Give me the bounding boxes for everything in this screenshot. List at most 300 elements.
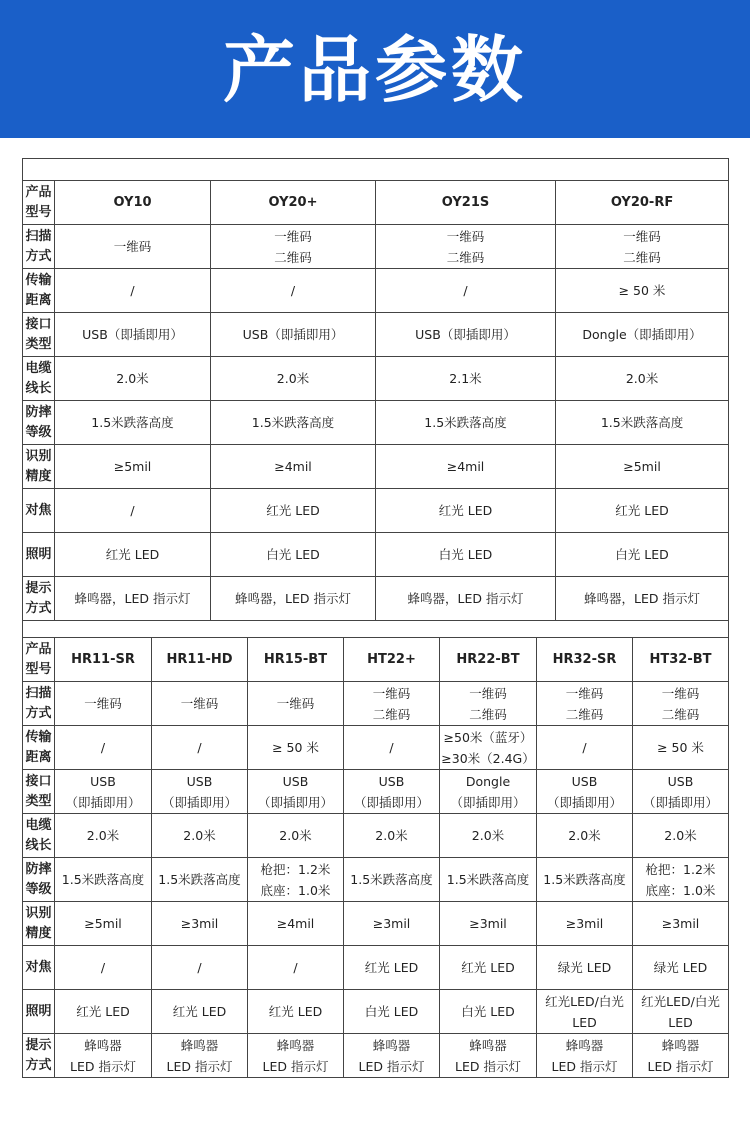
row-header-line: 照明 bbox=[25, 1003, 52, 1019]
row-header bbox=[23, 814, 55, 858]
spec-value-cell bbox=[55, 577, 211, 621]
row-header-line: 距离 bbox=[25, 292, 52, 308]
table-row bbox=[23, 946, 729, 990]
cell-text-line: 蜂鸣器，LED 指示灯 bbox=[407, 591, 524, 606]
row-header bbox=[23, 313, 55, 357]
spec-value-cell bbox=[440, 682, 537, 726]
cell-text-line: USB（即插即用） bbox=[242, 327, 344, 342]
cell-text-line: USB bbox=[186, 773, 213, 789]
cell-text-line: LED 指示灯 bbox=[70, 1058, 136, 1074]
spec-value-cell bbox=[440, 990, 537, 1034]
spec-value-cell bbox=[633, 990, 729, 1034]
spec-value-cell bbox=[376, 577, 556, 621]
cell-text-line: 红光 LED bbox=[461, 960, 515, 975]
model-name-cell bbox=[556, 181, 729, 225]
spec-table-oy-series bbox=[22, 158, 729, 641]
row-header-line: 线长 bbox=[25, 380, 52, 396]
spec-value-cell bbox=[440, 902, 537, 946]
cell-text-line: 蜂鸣器，LED 指示灯 bbox=[235, 591, 351, 606]
spec-value-cell bbox=[537, 726, 633, 770]
row-header bbox=[23, 726, 55, 770]
spec-value-cell bbox=[211, 489, 376, 533]
spec-value-cell bbox=[55, 814, 152, 858]
spec-value-cell bbox=[55, 990, 152, 1034]
spec-value-cell bbox=[152, 990, 248, 1034]
spec-value-cell bbox=[440, 946, 537, 990]
cell-text-line: 蜂鸣器 bbox=[661, 1037, 700, 1053]
spec-value-cell bbox=[376, 445, 556, 489]
row-header-line: 提示 bbox=[25, 1037, 52, 1053]
cell-text-line: 2.0米 bbox=[625, 371, 659, 386]
cell-text-line: 1.5米跌落高度 bbox=[158, 872, 241, 887]
row-header bbox=[23, 858, 55, 902]
spec-value-cell bbox=[211, 313, 376, 357]
spec-value-cell bbox=[556, 357, 729, 401]
spec-value-cell bbox=[211, 269, 376, 313]
spec-value-cell bbox=[537, 990, 633, 1034]
spec-value-cell bbox=[556, 533, 729, 577]
spec-value-cell bbox=[537, 946, 633, 990]
row-header-line: 提示 bbox=[25, 580, 52, 596]
cell-text-line: OY20+ bbox=[268, 195, 318, 210]
row-header bbox=[23, 269, 55, 313]
cell-text-line: LED 指示灯 bbox=[166, 1058, 233, 1074]
cell-text-line: LED bbox=[668, 1014, 693, 1030]
cell-text-line: / bbox=[100, 960, 106, 975]
cell-text-line: ≥4mil bbox=[446, 459, 485, 474]
row-header bbox=[23, 682, 55, 726]
row-header-line: 电缆 bbox=[25, 817, 52, 833]
spec-value-cell bbox=[55, 902, 152, 946]
cell-text-line: 2.0米 bbox=[116, 371, 149, 386]
spec-value-cell bbox=[344, 682, 440, 726]
cell-text-line: USB（即插即用） bbox=[82, 327, 183, 342]
cell-text-line: HR15-BT bbox=[263, 652, 328, 667]
row-header bbox=[23, 990, 55, 1034]
spec-value-cell bbox=[633, 1034, 729, 1078]
spec-value-cell bbox=[440, 814, 537, 858]
cell-text-line: / bbox=[100, 740, 106, 755]
cell-text-line: 1.5米跌落高度 bbox=[91, 415, 174, 430]
row-header-line: 型号 bbox=[25, 661, 52, 677]
table-row bbox=[23, 445, 729, 489]
row-header-line: 精度 bbox=[25, 468, 52, 484]
cell-text-line: Dongle（即插即用） bbox=[582, 327, 702, 342]
table-row bbox=[23, 858, 729, 902]
row-header-line: 方式 bbox=[25, 1057, 52, 1073]
spec-value-cell bbox=[376, 357, 556, 401]
spec-value-cell bbox=[211, 445, 376, 489]
cell-text-line: ≥ 50 米 bbox=[657, 740, 704, 755]
spec-value-cell bbox=[55, 858, 152, 902]
cell-text-line: 二维码 bbox=[623, 249, 661, 265]
spec-value-cell bbox=[633, 814, 729, 858]
model-name-cell bbox=[211, 181, 376, 225]
table-row bbox=[23, 533, 729, 577]
row-header-line: 精度 bbox=[25, 925, 52, 941]
cell-text-line: HR11-SR bbox=[71, 652, 135, 667]
model-name-cell bbox=[152, 638, 248, 682]
cell-text-line: 二维码 bbox=[469, 706, 507, 722]
row-header bbox=[23, 489, 55, 533]
spec-value-cell bbox=[248, 990, 344, 1034]
table-row bbox=[23, 313, 729, 357]
cell-text-line: 2.0米 bbox=[279, 828, 312, 843]
cell-text-line: 蜂鸣器 bbox=[84, 1037, 122, 1053]
spec-value-cell bbox=[440, 858, 537, 902]
row-header-line: 产品 bbox=[25, 641, 52, 657]
cell-text-line: 红光 LED bbox=[268, 1004, 323, 1019]
spec-value-cell bbox=[55, 946, 152, 990]
cell-text-line: USB bbox=[282, 773, 309, 789]
row-header-line: 类型 bbox=[25, 336, 52, 352]
cell-text-line: / bbox=[582, 740, 587, 755]
cell-text-line: USB（即插即用） bbox=[415, 327, 516, 342]
cell-text-line: / bbox=[389, 740, 394, 755]
cell-text-line: （即插即用） bbox=[450, 794, 526, 810]
spec-value-cell bbox=[55, 1034, 152, 1078]
spec-value-cell bbox=[152, 946, 248, 990]
cell-text-line: 2.0米 bbox=[276, 371, 310, 386]
row-header-line: 对焦 bbox=[25, 959, 52, 975]
row-header-line: 等级 bbox=[25, 424, 52, 440]
cell-text-line: 蜂鸣器 bbox=[180, 1037, 219, 1053]
cell-text-line: LED 指示灯 bbox=[262, 1058, 329, 1074]
spec-value-cell bbox=[633, 726, 729, 770]
cell-text-line: 一维码 bbox=[113, 239, 152, 254]
row-header-line: 等级 bbox=[25, 881, 52, 897]
cell-text-line: 红光LED/白光 bbox=[641, 993, 720, 1009]
row-header-line: 识别 bbox=[25, 448, 52, 464]
cell-text-line: ≥4mil bbox=[276, 916, 315, 931]
row-header-line: 型号 bbox=[25, 204, 52, 220]
cell-text-line: 2.0米 bbox=[471, 828, 505, 843]
cell-text-line: 1.5米跌落高度 bbox=[600, 415, 684, 430]
cell-text-line: 2.0米 bbox=[568, 828, 601, 843]
table-row bbox=[23, 181, 729, 225]
spec-value-cell bbox=[556, 401, 729, 445]
spec-value-cell bbox=[556, 489, 729, 533]
cell-text-line: 蜂鸣器 bbox=[276, 1037, 315, 1053]
row-header bbox=[23, 902, 55, 946]
row-header-line: 传输 bbox=[25, 729, 52, 745]
cell-text-line: OY21S bbox=[441, 195, 490, 210]
spec-value-cell bbox=[248, 946, 344, 990]
spec-value-cell bbox=[211, 357, 376, 401]
cell-text-line: 一维码 bbox=[276, 696, 315, 711]
cell-text-line: 红光LED/白光 bbox=[545, 993, 624, 1009]
cell-text-line: ≥5mil bbox=[84, 916, 122, 931]
cell-text-line: （即插即用） bbox=[65, 794, 141, 810]
spec-value-cell bbox=[633, 858, 729, 902]
cell-text-line: 蜂鸣器，LED 指示灯 bbox=[74, 591, 191, 606]
spec-value-cell bbox=[55, 357, 211, 401]
row-header bbox=[23, 181, 55, 225]
spec-value-cell bbox=[344, 814, 440, 858]
cell-text-line: LED bbox=[572, 1014, 597, 1030]
spec-value-cell bbox=[55, 313, 211, 357]
row-header-line: 扫描 bbox=[25, 228, 52, 244]
cell-text-line: USB bbox=[667, 773, 694, 789]
table-row bbox=[23, 357, 729, 401]
model-name-cell bbox=[633, 638, 729, 682]
cell-text-line: Dongle bbox=[465, 773, 511, 789]
cell-text-line: 白光 LED bbox=[461, 1004, 515, 1019]
cell-text-line: 一维码 bbox=[661, 685, 700, 701]
row-header-line: 接口 bbox=[25, 316, 52, 332]
spec-value-cell bbox=[248, 814, 344, 858]
spec-value-cell bbox=[537, 682, 633, 726]
cell-text-line: OY20-RF bbox=[610, 195, 674, 210]
table-row bbox=[23, 726, 729, 770]
row-header bbox=[23, 946, 55, 990]
cell-text-line: USB bbox=[90, 773, 116, 789]
spec-value-cell bbox=[376, 533, 556, 577]
cell-text-line: （即插即用） bbox=[353, 794, 429, 810]
page-title: 产品参数 bbox=[222, 28, 527, 112]
cell-text-line: HR22-BT bbox=[456, 652, 520, 667]
cell-text-line: OY10 bbox=[113, 195, 152, 210]
spec-value-cell bbox=[248, 1034, 344, 1078]
row-header-line: 防摔 bbox=[25, 861, 52, 877]
cell-text-line: （即插即用） bbox=[161, 794, 237, 810]
cell-text-line: HT22+ bbox=[367, 652, 416, 667]
spec-value-cell bbox=[376, 313, 556, 357]
spec-value-cell bbox=[55, 401, 211, 445]
cell-text-line: 绿光 LED bbox=[557, 960, 612, 975]
spec-value-cell bbox=[344, 990, 440, 1034]
row-header-line: 产品 bbox=[25, 184, 52, 200]
table-row bbox=[23, 638, 729, 682]
table-row bbox=[23, 990, 729, 1034]
cell-text-line: 二维码 bbox=[565, 706, 604, 722]
model-name-cell bbox=[376, 181, 556, 225]
spec-value-cell bbox=[633, 902, 729, 946]
cell-text-line: 蜂鸣器，LED 指示灯 bbox=[584, 591, 701, 606]
model-name-cell bbox=[248, 638, 344, 682]
table-row bbox=[23, 489, 729, 533]
cell-text-line: 一维码 bbox=[469, 685, 507, 701]
spec-value-cell bbox=[55, 770, 152, 814]
row-header bbox=[23, 533, 55, 577]
spec-value-cell bbox=[556, 313, 729, 357]
table-row bbox=[23, 902, 729, 946]
table-row bbox=[23, 770, 729, 814]
cell-text-line: / bbox=[293, 960, 298, 975]
row-header bbox=[23, 770, 55, 814]
cell-text-line: / bbox=[197, 960, 202, 975]
spec-value-cell bbox=[344, 770, 440, 814]
spec-value-cell bbox=[556, 445, 729, 489]
cell-text-line: / bbox=[463, 283, 468, 298]
spec-value-cell bbox=[152, 1034, 248, 1078]
cell-text-line: 红光 LED bbox=[172, 1004, 227, 1019]
cell-text-line: 绿光 LED bbox=[653, 960, 708, 975]
spec-value-cell bbox=[344, 726, 440, 770]
row-header bbox=[23, 577, 55, 621]
spec-value-cell bbox=[152, 858, 248, 902]
spec-value-cell bbox=[55, 445, 211, 489]
row-header-line: 对焦 bbox=[25, 502, 52, 518]
cell-text-line: 枪把：1.2米 bbox=[260, 861, 331, 877]
spec-value-cell bbox=[55, 726, 152, 770]
cell-text-line: 一维码 bbox=[623, 228, 661, 244]
spec-value-cell bbox=[537, 770, 633, 814]
cell-text-line: USB bbox=[571, 773, 598, 789]
cell-text-line: 二维码 bbox=[661, 706, 700, 722]
row-header-line: 方式 bbox=[25, 248, 52, 264]
row-header bbox=[23, 225, 55, 269]
cell-text-line: 1.5米跌落高度 bbox=[543, 872, 626, 887]
spec-value-cell bbox=[152, 770, 248, 814]
cell-text-line: ≥5mil bbox=[113, 459, 152, 474]
spec-value-cell bbox=[248, 902, 344, 946]
spec-value-cell bbox=[344, 902, 440, 946]
cell-text-line: 白光 LED bbox=[266, 547, 320, 562]
cell-text-line: ≥50米（蓝牙） bbox=[443, 729, 533, 745]
cell-text-line: LED 指示灯 bbox=[551, 1058, 618, 1074]
table-row bbox=[23, 682, 729, 726]
cell-text-line: 底座：1.0米 bbox=[645, 882, 716, 898]
cell-text-line: / bbox=[130, 283, 135, 298]
table-row bbox=[23, 814, 729, 858]
row-header bbox=[23, 445, 55, 489]
spec-value-cell bbox=[376, 401, 556, 445]
cell-text-line: 2.0米 bbox=[375, 828, 408, 843]
spec-value-cell bbox=[556, 269, 729, 313]
cell-text-line: 红光 LED bbox=[438, 503, 493, 518]
cell-text-line: ≥5mil bbox=[623, 459, 661, 474]
cell-text-line: 蜂鸣器 bbox=[372, 1037, 411, 1053]
cell-text-line: 1.5米跌落高度 bbox=[446, 872, 530, 887]
cell-text-line: 白光 LED bbox=[615, 547, 669, 562]
model-name-cell bbox=[55, 638, 152, 682]
cell-text-line: （即插即用） bbox=[642, 794, 718, 810]
spec-value-cell bbox=[344, 858, 440, 902]
cell-text-line: USB bbox=[378, 773, 405, 789]
spec-value-cell bbox=[211, 577, 376, 621]
cell-text-line: LED 指示灯 bbox=[358, 1058, 425, 1074]
cell-text-line: ≥ 50 米 bbox=[272, 740, 319, 755]
row-header bbox=[23, 401, 55, 445]
table-row bbox=[23, 269, 729, 313]
row-header bbox=[23, 638, 55, 682]
spec-table-hr-ht-series bbox=[22, 637, 729, 1078]
row-header-line: 线长 bbox=[25, 837, 52, 853]
row-header bbox=[23, 1034, 55, 1078]
cell-text-line: 2.0米 bbox=[664, 828, 697, 843]
cell-text-line: HR32-SR bbox=[552, 652, 617, 667]
spec-value-cell bbox=[344, 1034, 440, 1078]
cell-text-line: / bbox=[130, 503, 135, 518]
cell-text-line: 2.0米 bbox=[86, 828, 120, 843]
cell-text-line: 1.5米跌落高度 bbox=[424, 415, 507, 430]
header-banner bbox=[0, 0, 750, 138]
model-name-cell bbox=[537, 638, 633, 682]
table-row bbox=[23, 401, 729, 445]
spec-value-cell bbox=[248, 770, 344, 814]
cell-text-line: 白光 LED bbox=[438, 547, 493, 562]
cell-text-line: ≥ 50 米 bbox=[618, 283, 666, 298]
spec-value-cell bbox=[376, 225, 556, 269]
cell-text-line: 枪把：1.2米 bbox=[645, 861, 716, 877]
row-header-line: 传输 bbox=[25, 272, 52, 288]
spec-value-cell bbox=[633, 682, 729, 726]
row-header-line: 防摔 bbox=[25, 404, 52, 420]
cell-text-line: 2.1米 bbox=[449, 371, 482, 386]
spec-value-cell bbox=[248, 858, 344, 902]
model-name-cell bbox=[55, 181, 211, 225]
spec-value-cell bbox=[152, 682, 248, 726]
cell-text-line: ≥3mil bbox=[661, 916, 700, 931]
row-header-line: 距离 bbox=[25, 749, 52, 765]
cell-text-line: 二维码 bbox=[446, 249, 485, 265]
spec-value-cell bbox=[556, 577, 729, 621]
cell-text-line: 红光 LED bbox=[615, 503, 669, 518]
spec-value-cell bbox=[537, 902, 633, 946]
cell-text-line: 底座：1.0米 bbox=[260, 882, 331, 898]
cell-text-line: 蜂鸣器 bbox=[469, 1037, 507, 1053]
cell-text-line: 二维码 bbox=[274, 249, 312, 265]
cell-text-line: ≥3mil bbox=[180, 916, 219, 931]
model-name-cell bbox=[344, 638, 440, 682]
spec-value-cell bbox=[211, 401, 376, 445]
cell-text-line: 1.5米跌落高度 bbox=[61, 872, 145, 887]
cell-text-line: 蜂鸣器 bbox=[565, 1037, 604, 1053]
cell-text-line: 一维码 bbox=[372, 685, 411, 701]
cell-text-line: / bbox=[197, 740, 202, 755]
cell-text-line: 一维码 bbox=[274, 228, 312, 244]
cell-text-line: 2.0米 bbox=[183, 828, 216, 843]
spec-value-cell bbox=[440, 726, 537, 770]
row-header-line: 扫描 bbox=[25, 685, 52, 701]
cell-text-line: ≥30米（2.4G） bbox=[441, 750, 535, 766]
cell-text-line: LED 指示灯 bbox=[455, 1058, 521, 1074]
cell-text-line: ≥4mil bbox=[274, 459, 312, 474]
spec-value-cell bbox=[55, 533, 211, 577]
spec-value-cell bbox=[55, 489, 211, 533]
cell-text-line: 一维码 bbox=[565, 685, 604, 701]
cell-text-line: 红光 LED bbox=[76, 1004, 130, 1019]
spec-value-cell bbox=[537, 814, 633, 858]
cell-text-line: HR11-HD bbox=[166, 652, 233, 667]
cell-text-line: 红光 LED bbox=[105, 547, 160, 562]
cell-text-line: 红光 LED bbox=[266, 503, 320, 518]
cell-text-line: 1.5米跌落高度 bbox=[350, 872, 433, 887]
spec-value-cell bbox=[344, 946, 440, 990]
cell-text-line: 一维码 bbox=[446, 228, 485, 244]
spec-value-cell bbox=[248, 726, 344, 770]
row-header-line: 接口 bbox=[25, 773, 52, 789]
cell-text-line: 二维码 bbox=[372, 706, 411, 722]
table-row bbox=[23, 577, 729, 621]
model-name-cell bbox=[440, 638, 537, 682]
row-header-line: 照明 bbox=[25, 546, 52, 562]
cell-text-line: ≥3mil bbox=[469, 916, 507, 931]
cell-text-line: （即插即用） bbox=[257, 794, 333, 810]
spec-value-cell bbox=[633, 946, 729, 990]
cell-text-line: / bbox=[290, 283, 296, 298]
spec-value-cell bbox=[152, 726, 248, 770]
spec-value-cell bbox=[211, 533, 376, 577]
spec-value-cell bbox=[248, 682, 344, 726]
cell-text-line: 红光 LED bbox=[364, 960, 419, 975]
spec-value-cell bbox=[55, 269, 211, 313]
spec-value-cell bbox=[440, 1034, 537, 1078]
spec-value-cell bbox=[556, 225, 729, 269]
cell-text-line: ≥3mil bbox=[372, 916, 411, 931]
spec-value-cell bbox=[55, 225, 211, 269]
